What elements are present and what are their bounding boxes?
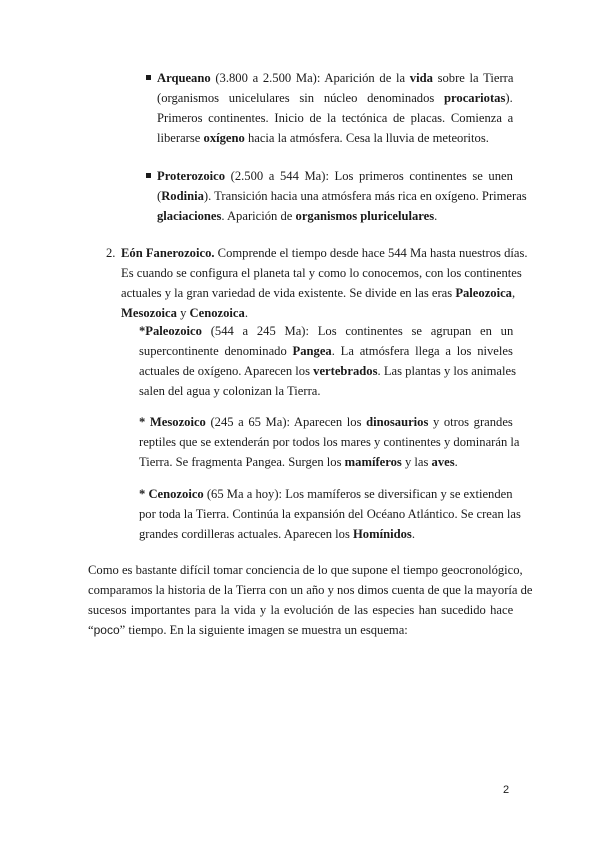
paragraph-mesozoico: * Mesozoico (245 a 65 Ma): Aparecen los dinosaurios y otros grandes reptiles que se extenderán por todos los mares y continentes y dominarán la Tierra. Se fragmenta Pangea. Surgen los mamíferos y las aves. — [139, 415, 520, 469]
paragraph-cenozoico: * Cenozoico (65 Ma a hoy): Los mamíferos se diversifican y se extienden por toda la Tierra. Continúa la expansión del Océano Atlántico. Se crean las grandes cordilleras actuales. Aparecen los Homínidos. — [139, 487, 521, 541]
paragraph-closing: Como es bastante difícil tomar conciencia de lo que supone el tiempo geocronológico, comparamos la historia de la Tierra con un año y nos dimos cuenta de que la mayoría de sucesos importantes para la vida y la evolución de las especies han sucedido hace “poco” tiempo. En la siguiente imagen se muestra un esquema: — [88, 563, 533, 637]
bullet-icon — [146, 173, 151, 178]
paragraph-fanerozoico: Eón Fanerozoico. Comprende el tiempo desde hace 544 Ma hasta nuestros días. Es cuando se configura el planeta tal y como lo conocemos, con los continentes actuales y la gran variedad de vida existente. Se divide en las eras Paleozoica, Mesozoica y Cenozoica. — [121, 246, 528, 320]
bullet-icon — [146, 75, 151, 80]
paragraph-paleozoico: *Paleozoico (544 a 245 Ma): Los continentes se agrupan en un supercontinente denominado Pangea. La atmósfera llega a los niveles actuales de oxígeno. Aparecen los vertebrados. Las plantas y los animales salen del agua y colonizan la Tierra. — [139, 324, 517, 398]
list-number: 2. — [106, 246, 116, 260]
paragraph-proterozoico: Proterozoico (2.500 a 544 Ma): Los primeros continentes se unen (Rodinia). Transición hacia una atmósfera más rica en oxígeno. Primeras glaciaciones. Aparición de organismos pluricelulares. — [157, 169, 527, 223]
page-number: 2 — [503, 784, 510, 796]
paragraph-arqueano: Arqueano (3.800 a 2.500 Ma): Aparición de la vida sobre la Tierra (organismos unicelulares sin núcleo denominados procariotas). Primeros continentes. Inicio de la tectónica de placas. Comienza a liberarse oxígeno hacia la atmósfera. Cesa la lluvia de meteoritos. — [157, 71, 514, 145]
